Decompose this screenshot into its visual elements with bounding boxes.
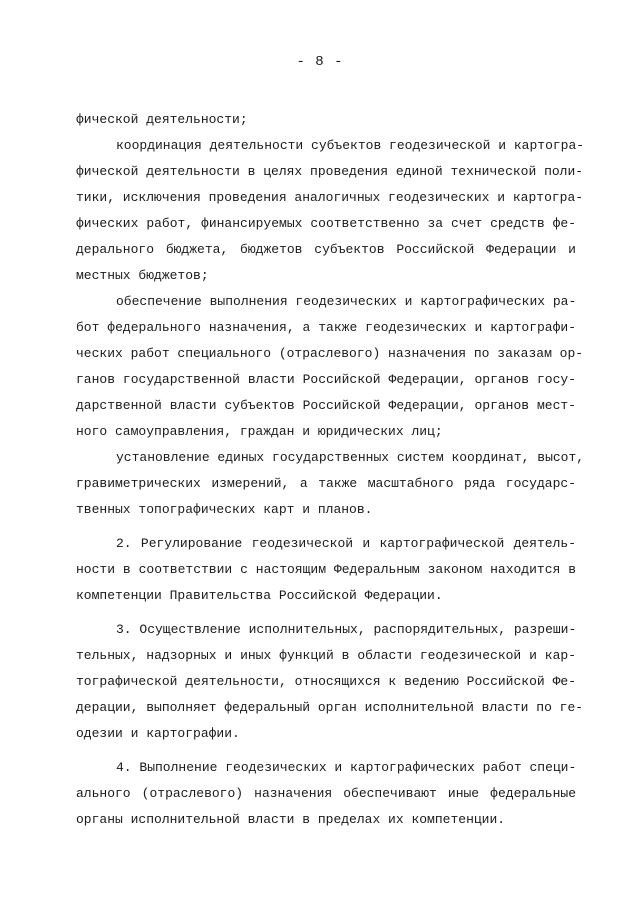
text-line: твенных топографических карт и планов. — [76, 502, 373, 517]
document-body — [76, 107, 585, 833]
text-line: координация деятельности субъектов геодезической и картогра- — [116, 138, 585, 153]
paragraph-gap — [76, 523, 576, 531]
text-line: одезии и картографии. — [76, 726, 240, 741]
text-line: дерального бюджета, бюджетов субъектов Российской Федерации и — [76, 242, 576, 257]
text-line: 2. Регулирование геодезической и картографической деятель- — [116, 536, 576, 551]
text-line: бот федерального назначения, а также геодезических и картографи- — [76, 320, 576, 335]
text-line: тографической деятельности, относящихся к ведению Российской Фе- — [76, 674, 576, 689]
text-line: фической деятельности; — [76, 112, 248, 127]
text-line: ганов государственной власти Российской Федерации, органов госу- — [76, 372, 576, 387]
text-line: компетенции Правительства Российской Федерации. — [76, 588, 443, 603]
text-line: установление единых государственных систем координат, высот, — [116, 450, 585, 465]
text-line: ности в соответствии с настоящим Федеральным законом находится в — [76, 562, 576, 577]
text-line: 4. Выполнение геодезических и картографических работ специ- — [116, 760, 577, 775]
paragraph-gap — [76, 747, 576, 755]
text-line: органы исполнительной власти в пределах их компетенции. — [76, 812, 506, 827]
page-number: - 8 - — [296, 54, 344, 70]
text-line: фических работ, финансируемых соответственно за счет средств фе- — [76, 216, 576, 231]
text-line: ческих работ специального (отраслевого) назначения по заказам ор- — [76, 346, 584, 361]
text-line: ного самоуправления, граждан и юридических лиц; — [76, 424, 443, 439]
text-line: тики, исключения проведения аналогичных геодезических и картогра- — [76, 190, 584, 205]
text-line: фической деятельности в целях проведения единой технической поли- — [76, 164, 584, 179]
text-line: 3. Осуществление исполнительных, распорядительных, разреши- — [116, 622, 577, 637]
text-line: ального (отраслевого) назначения обеспечивают иные федеральные — [76, 786, 576, 801]
text-line: гравиметрических измерений, а также масштабного ряда государс- — [76, 476, 576, 491]
text-line: дарственной власти субъектов Российской Федерации, органов мест- — [76, 398, 576, 413]
paragraph-gap — [76, 609, 576, 617]
text-line: обеспечение выполнения геодезических и картографических ра- — [116, 294, 577, 309]
text-line: местных бюджетов; — [76, 268, 209, 283]
text-line: тельных, надзорных и иных функций в области геодезической и кар- — [76, 648, 576, 663]
text-line: дерации, выполняет федеральный орган исполнительной власти по ге- — [76, 700, 584, 715]
